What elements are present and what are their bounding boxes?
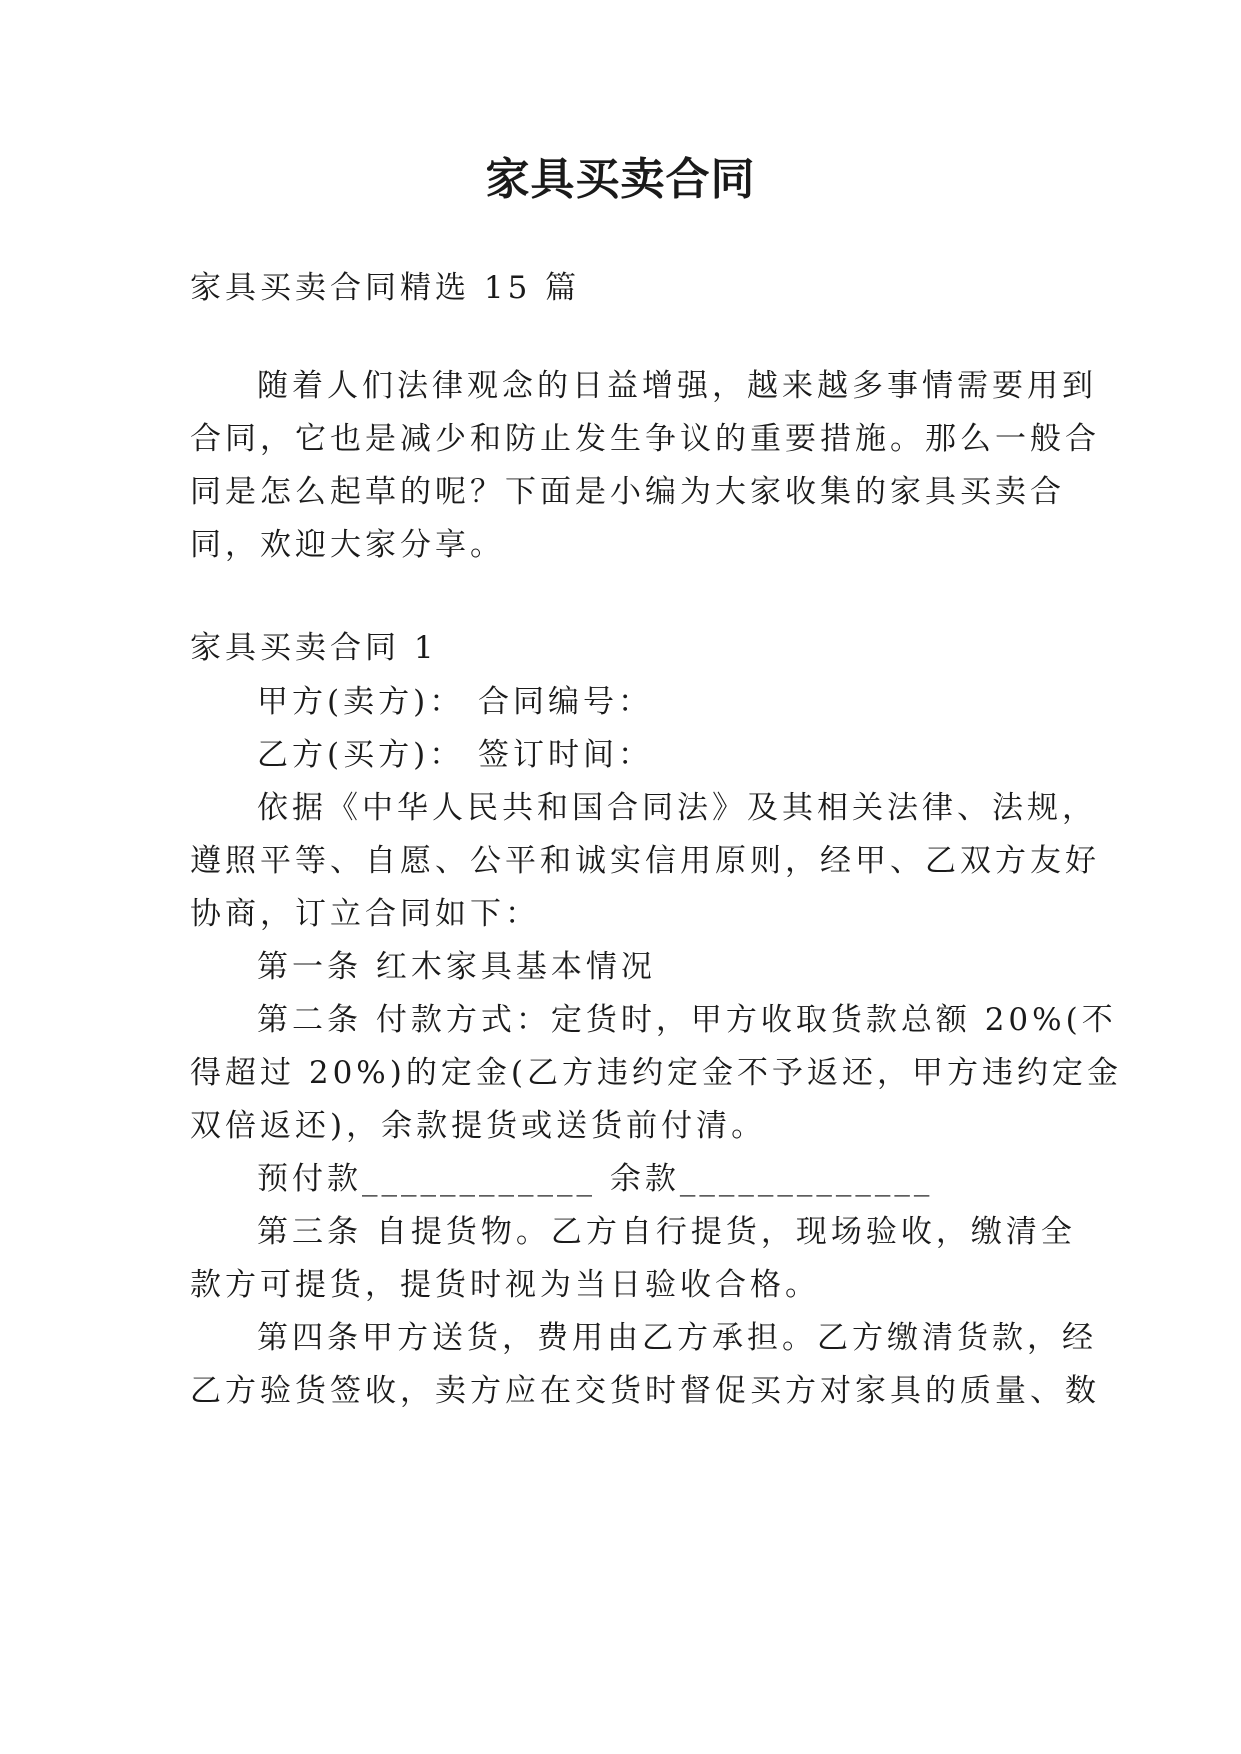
contract-line: 乙方验货签收，卖方应在交货时督促买方对家具的质量、数: [190, 1373, 1100, 1409]
intro-line: 同是怎么起草的呢？下面是小编为大家收集的家具买卖合: [190, 474, 1065, 510]
intro-line: 合同，它也是减少和防止发生争议的重要措施。那么一般合: [190, 421, 1100, 457]
document-title: 家具买卖合同: [485, 154, 756, 205]
contract-line: 双倍返还)，余款提货或送货前付清。: [190, 1108, 767, 1144]
contract-line: 乙方(买方)： 签订时间：: [257, 737, 654, 773]
section-heading: 家具买卖合同 1: [190, 630, 438, 666]
contract-line: 款方可提货，提货时视为当日验收合格。: [190, 1267, 820, 1303]
contract-line: 第一条 红木家具基本情况: [257, 949, 656, 985]
contract-line: 第四条甲方送货，费用由乙方承担。乙方缴清货款，经: [257, 1320, 1097, 1356]
contract-line: 第三条 自提货物。乙方自行提货，现场验收，缴清全: [257, 1214, 1076, 1250]
contract-line: 得超过 20%)的定金(乙方违约定金不予返还，甲方违约定金: [190, 1055, 1122, 1091]
contract-line: 协商，订立合同如下：: [190, 896, 540, 932]
document-subtitle: 家具买卖合同精选 15 篇: [190, 270, 581, 306]
intro-line: 同，欢迎大家分享。: [190, 527, 505, 563]
contract-line: 依据《中华人民共和国合同法》及其相关法律、法规，: [257, 790, 1097, 826]
contract-line: 预付款____________ 余款_____________: [257, 1161, 934, 1197]
contract-line: 遵照平等、自愿、公平和诚实信用原则，经甲、乙双方友好: [190, 843, 1100, 879]
contract-line: 第二条 付款方式：定货时，甲方收取货款总额 20%(不: [257, 1002, 1117, 1038]
contract-line: 甲方(卖方)： 合同编号：: [257, 684, 654, 720]
intro-line: 随着人们法律观念的日益增强，越来越多事情需要用到: [257, 368, 1097, 404]
